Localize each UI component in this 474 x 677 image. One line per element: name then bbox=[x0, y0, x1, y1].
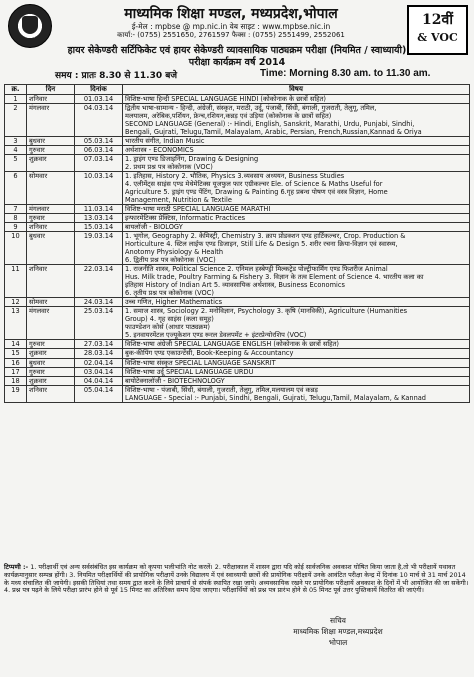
subject-line: Agriculture 5. ड्राइंग एण्ड पेंटिंग, Drawing & Painting 6.गृह प्रबन्ध पोषण एवं वस्त्र विज्ञान, Home bbox=[125, 187, 388, 196]
subject-line: Anotomy Physiology & Health bbox=[125, 248, 224, 257]
subject-line: विशिष्ट-भाषा संस्कृत SPECIAL LANGUAGE SANSKRIT bbox=[125, 358, 276, 367]
subject-line: फाउण्डेशन कोर्स (आधार पाठ्यक्रम) bbox=[125, 323, 210, 332]
notes bbox=[4, 564, 470, 595]
row-no: 19 bbox=[5, 385, 27, 402]
table-header-row bbox=[5, 85, 470, 95]
subject-line: 1. भूगोल, Geography 2. केमिस्ट्री, Chemistry 3. क्राप प्रोडक्शन एण्ड हार्टिकल्चर, Crop. Production & bbox=[125, 232, 406, 241]
row-date: 13.03.14 bbox=[75, 213, 123, 222]
row-subject bbox=[123, 358, 470, 367]
table-row bbox=[5, 103, 470, 136]
table-row bbox=[5, 307, 470, 340]
row-subject bbox=[123, 340, 470, 349]
subject-line: Horticulture 4. स्टिल लाईफ एण्ड डिजाइन, Still Life & Design 5. शरीर रचना क्रिया-विज्ञान एवं स्वास्थ्य, bbox=[125, 240, 398, 249]
subject-line: इन्फारमेटिक्स प्रेक्टिस, Informatic Practices bbox=[125, 213, 246, 222]
board-name: माध्यमिक शिक्षा मण्डल, मध्यप्रदेश,भोपाल bbox=[124, 6, 338, 22]
subject-line: Hus. Milk trade, Poultry Farming & Fishery 3. विज्ञान के तत्व Element of Science 4. भारतीय कला का bbox=[125, 273, 424, 282]
subject-line: इतिहास History of Indian Art 5. व्यावसायिक अर्थशास्त्र, Business Economics bbox=[125, 281, 345, 290]
row-no: 18 bbox=[5, 376, 27, 385]
subject-line: मलयालम, अरेबिक,पर्शियन, फ्रेन्च,रशियन,कन्नड़ एवं उड़िया (कोकोनाक के छात्रों सहित) bbox=[125, 111, 332, 120]
notes-text: 1. परीक्षार्थी एवं अन्य सर्वसंबंधित इस कार्यक्रम को कृपया भलीभांति नोट करलें। 2. परीक्षाकाल में शासन द्वारा यदि कोई सार्वजनिक अवकाश घोषित किया जाता है,तो भी परीक्षायें यथावत कार्यक्रमानुसार सम्पन्न होंगी। 3. नियमित परीक्षार्थियों की प्रायोगिक परीक्षायें उनके विद्यालय में एवं स्वाध्यायी छात्रों की प्रायोगिक परीक्षायें उनके आवंटित परीक्षा केन्द्र में दिनांक 10 मार्च से 31 मार्च 2014 के मध्य संचालित की जायेगी। इसकी तिथियां तथा समय द्वात करने के लिये प्राचार्य से संपर्क स्थापित रखा जाये। अव्यवसायिक रखने पर प्रायोगिक परीक्षायें अवकाश के दिनों में भी आयोजित की जा सकेंगी। 4. प्रश्न पत्र पढ़ने के लिये परीक्षा प्रारंभ होने से पूर्व 15 मिनट का अतिरिक्त समय दिया जाएगा। परीक्षार्थियों को प्रश्न पत्र प्रारंभ होने से 05 मिनट पूर्व उत्तर पुस्तिकायें वितरित की जाएंगी। bbox=[4, 563, 469, 595]
signature-org: माध्यमिक शिक्षा मण्डल,मध्यप्रदेश bbox=[293, 626, 383, 636]
row-date: 04.03.14 bbox=[75, 103, 123, 136]
row-date: 06.03.14 bbox=[75, 145, 123, 154]
subject-line: 4. एलीमेंट्स साइंस एण्ड मेथेमेटिक्स यूजफुल फार एग्रीकल्चर Ele. of Science & Maths Useful for bbox=[125, 179, 383, 188]
row-subject bbox=[123, 298, 470, 307]
row-subject bbox=[123, 154, 470, 171]
table-row bbox=[5, 223, 470, 232]
row-day: मंगलवार bbox=[27, 307, 75, 340]
row-no: 8 bbox=[5, 213, 27, 222]
subject-line: उच्च गणित, Higher Mathematics bbox=[125, 298, 223, 307]
row-subject bbox=[123, 136, 470, 145]
row-no: 2 bbox=[5, 103, 27, 136]
row-subject bbox=[123, 103, 470, 136]
contact-phone: कार्या:- (0755) 2551650, 2761597 फैक्स : (0755) 2551499, 2552061 bbox=[117, 31, 345, 39]
row-subject bbox=[123, 307, 470, 340]
subject-line: 1. राजनीति शास्त्र, Political Science 2. एनिमल हस्बेण्ड्री मिल्कट्रेड पोल्ट्रीफार्मिंग एण्ड फिशरीज Animal bbox=[125, 265, 388, 274]
row-subject bbox=[123, 204, 470, 213]
schedule-table bbox=[4, 84, 470, 403]
row-date: 10.03.14 bbox=[75, 171, 123, 204]
row-day: शनिवार bbox=[27, 94, 75, 103]
row-subject bbox=[123, 367, 470, 376]
subject-line: 5. इनवायरमेंटल एज्यूकेशन एण्ड रूरल डेवलपमेंट + इंटरप्रेन्योरशिप (VOC) bbox=[125, 331, 307, 340]
row-day: शुक्रवार bbox=[27, 376, 75, 385]
table-row bbox=[5, 376, 470, 385]
row-day: मंगलवार bbox=[27, 103, 75, 136]
row-subject bbox=[123, 94, 470, 103]
signature-block bbox=[268, 616, 408, 649]
row-subject bbox=[123, 145, 470, 154]
row-day: बुधवार bbox=[27, 136, 75, 145]
row-date: 22.03.14 bbox=[75, 265, 123, 298]
row-subject bbox=[123, 349, 470, 358]
table-row bbox=[5, 204, 470, 213]
signature-place: भोपाल bbox=[328, 637, 348, 647]
row-subject bbox=[123, 232, 470, 265]
row-subject bbox=[123, 171, 470, 204]
row-no: 16 bbox=[5, 358, 27, 367]
row-no: 7 bbox=[5, 204, 27, 213]
row-date: 11.03.14 bbox=[75, 204, 123, 213]
table-row bbox=[5, 367, 470, 376]
subject-line: 1. इतिहास, History 2. भौतिक, Physics 3.व्यवसाय अध्ययन, Business Studies bbox=[125, 171, 345, 180]
exam-title: हायर सेकेण्डरी सर्टिफिकेट एवं हायर सेकेण्डरी व्यावसायिक पाठ्यक्रम परीक्षा (नियमित / स्वाध्यायी) bbox=[67, 45, 407, 56]
row-day: शुक्रवार bbox=[27, 349, 75, 358]
row-no: 11 bbox=[5, 265, 27, 298]
subject-line: 6. तृतीय प्रश्न पत्र कोकोनाक (VOC) bbox=[125, 289, 214, 298]
badge-class: 12वीं bbox=[422, 12, 453, 28]
subject-line: विशिष्ट-भाषा हिन्दी SPECIAL LANGUAGE HINDI (कोकोनाक के छात्रों सहित) bbox=[125, 94, 326, 103]
table-row bbox=[5, 171, 470, 204]
subject-line: Group) 4. गृह साइंस (कला समूह) bbox=[125, 315, 214, 324]
row-day: शनिवार bbox=[27, 265, 75, 298]
signature-title: सचिव bbox=[330, 616, 346, 625]
exam-subtitle: परीक्षा कार्यक्रम वर्ष 2014 bbox=[188, 57, 286, 68]
table-row bbox=[5, 136, 470, 145]
row-no: 14 bbox=[5, 340, 27, 349]
subject-line: Management, Nutrition & Textile bbox=[125, 195, 232, 204]
row-day: गुरुवार bbox=[27, 340, 75, 349]
table-row bbox=[5, 154, 470, 171]
row-day: गुरुवार bbox=[27, 213, 75, 222]
subject-line: Bengali, Gujrati, Telugu,Tamil, Malayalam, Arabic, Persian, French,Russian,Kannad & Oriya bbox=[125, 127, 422, 136]
row-no: 12 bbox=[5, 298, 27, 307]
table-row bbox=[5, 213, 470, 222]
subject-line: बायोटेक्नालॉजी - BIOTECHNOLOGY bbox=[125, 376, 225, 385]
row-day: गुरुवार bbox=[27, 145, 75, 154]
row-day: शुक्रवार bbox=[27, 154, 75, 171]
row-date: 28.03.14 bbox=[75, 349, 123, 358]
header-subject: विषय bbox=[123, 85, 470, 95]
table-row bbox=[5, 298, 470, 307]
row-subject bbox=[123, 213, 470, 222]
row-no: 4 bbox=[5, 145, 27, 154]
subject-line: विशिष्ट-भाषा - पंजाबी, सिंधी, बंगाली, गुजराती, तेलुगु, तमिल,मलयालम एवं कन्नड़ bbox=[125, 385, 318, 394]
subject-line: LANGUAGE - Special :- Punjabi, Sindhi, Bengali, Gujrati, Telugu,Tamil, Malayalam, & Kannad bbox=[125, 393, 426, 402]
subject-line: द्वितीय भाषा-सामान्य - हिन्दी, अंग्रेजी, संस्कृत, मराठी, उर्दू, पंजाबी, सिंधी, बंगाली, गुजराती, तेलुगू, तमिल, bbox=[125, 103, 377, 112]
table-row bbox=[5, 340, 470, 349]
header-day: दिन bbox=[27, 85, 75, 95]
row-date: 19.03.14 bbox=[75, 232, 123, 265]
row-day: सोमवार bbox=[27, 171, 75, 204]
row-date: 25.03.14 bbox=[75, 307, 123, 340]
subject-line: SECOND LANGUAGE (General) :- Hindi, English, Sanskrit, Marathi, Urdu, Punjabi, Sindhi, bbox=[125, 119, 415, 128]
subject-line: 6. द्वितीय प्रश्न पत्र कोकोनाक (VOC) bbox=[125, 256, 216, 265]
row-day: सोमवार bbox=[27, 298, 75, 307]
row-day: बुधवार bbox=[27, 232, 75, 265]
row-no: 6 bbox=[5, 171, 27, 204]
row-date: 05.04.14 bbox=[75, 385, 123, 402]
row-subject bbox=[123, 223, 470, 232]
subject-line: विशिष्ट-भाषा अंग्रेजी SPECIAL LANGUAGE ENGLISH (कोकोनाक के छात्रों सहित) bbox=[125, 340, 339, 349]
table-row bbox=[5, 265, 470, 298]
table-row bbox=[5, 349, 470, 358]
table-row bbox=[5, 358, 470, 367]
subject-line: बायलॉजी - BIOLOGY bbox=[125, 223, 183, 231]
row-day: शनिवार bbox=[27, 223, 75, 232]
table-row bbox=[5, 232, 470, 265]
header-no: क्र. bbox=[5, 85, 27, 95]
table-row bbox=[5, 145, 470, 154]
row-no: 9 bbox=[5, 223, 27, 232]
row-subject bbox=[123, 385, 470, 402]
subject-line: 1. ड्राइंग एण्ड डिजाइनिंग, Drawing & Designing bbox=[125, 154, 259, 163]
subject-line: विशिष्ट-भाषा उर्दू SPECIAL LANGUAGE URDU bbox=[125, 367, 254, 376]
subject-line: 2. प्रथम प्रश्न पत्र कोकोनाक (VOC) bbox=[125, 162, 213, 171]
row-no: 5 bbox=[5, 154, 27, 171]
subject-line: विशिष्ट-भाषा मराठी SPECIAL LANGUAGE MARATHI bbox=[125, 204, 271, 213]
row-date: 27.03.14 bbox=[75, 340, 123, 349]
row-no: 15 bbox=[5, 349, 27, 358]
row-subject bbox=[123, 376, 470, 385]
time-hindi: समय : प्रातः 8.30 से 11.30 बजे bbox=[55, 71, 178, 81]
subject-line: 1. समाज शास्त्र, Sociology 2. मनोविज्ञान, Psychology 3. कृषि (मानविकी), Agriculture (Humanities bbox=[125, 307, 408, 316]
row-day: गुरुवार bbox=[27, 367, 75, 376]
row-date: 07.03.14 bbox=[75, 154, 123, 171]
time-row bbox=[10, 68, 464, 82]
row-subject bbox=[123, 265, 470, 298]
table-row bbox=[5, 385, 470, 402]
subject-line: अर्थशास्त्र - ECONOMICS bbox=[125, 145, 194, 154]
row-no: 10 bbox=[5, 232, 27, 265]
row-day: बुधवार bbox=[27, 358, 75, 367]
row-day: शनिवार bbox=[27, 385, 75, 402]
row-no: 1 bbox=[5, 94, 27, 103]
subject-line: बुक-कीपिंग एण्ड एकाउन्टेंसी, Book-Keeping & Accountancy bbox=[125, 349, 294, 358]
row-date: 03.04.14 bbox=[75, 367, 123, 376]
row-date: 01.03.14 bbox=[75, 94, 123, 103]
badge-voc: & VOC bbox=[417, 31, 458, 44]
header-date: दिनांक bbox=[75, 85, 123, 95]
time-english: Time: Morning 8.30 am. to 11.30 am. bbox=[260, 68, 431, 79]
contact-email: ई-मेल : mpbse @ mp.nic.in वेब साइट : www.mpbse.nic.in bbox=[131, 22, 331, 31]
row-date: 02.04.14 bbox=[75, 358, 123, 367]
board-logo-icon: माशिम bbox=[8, 4, 52, 48]
notes-label: टिप्पणी :- bbox=[4, 563, 29, 571]
table-row bbox=[5, 94, 470, 103]
row-no: 17 bbox=[5, 367, 27, 376]
row-no: 3 bbox=[5, 136, 27, 145]
row-no: 13 bbox=[5, 307, 27, 340]
row-date: 05.03.14 bbox=[75, 136, 123, 145]
subject-line: भारतीय संगीत, Indian Music bbox=[125, 136, 205, 145]
row-date: 15.03.14 bbox=[75, 223, 123, 232]
row-date: 04.04.14 bbox=[75, 376, 123, 385]
row-day: मंगलवार bbox=[27, 204, 75, 213]
row-date: 24.03.14 bbox=[75, 298, 123, 307]
